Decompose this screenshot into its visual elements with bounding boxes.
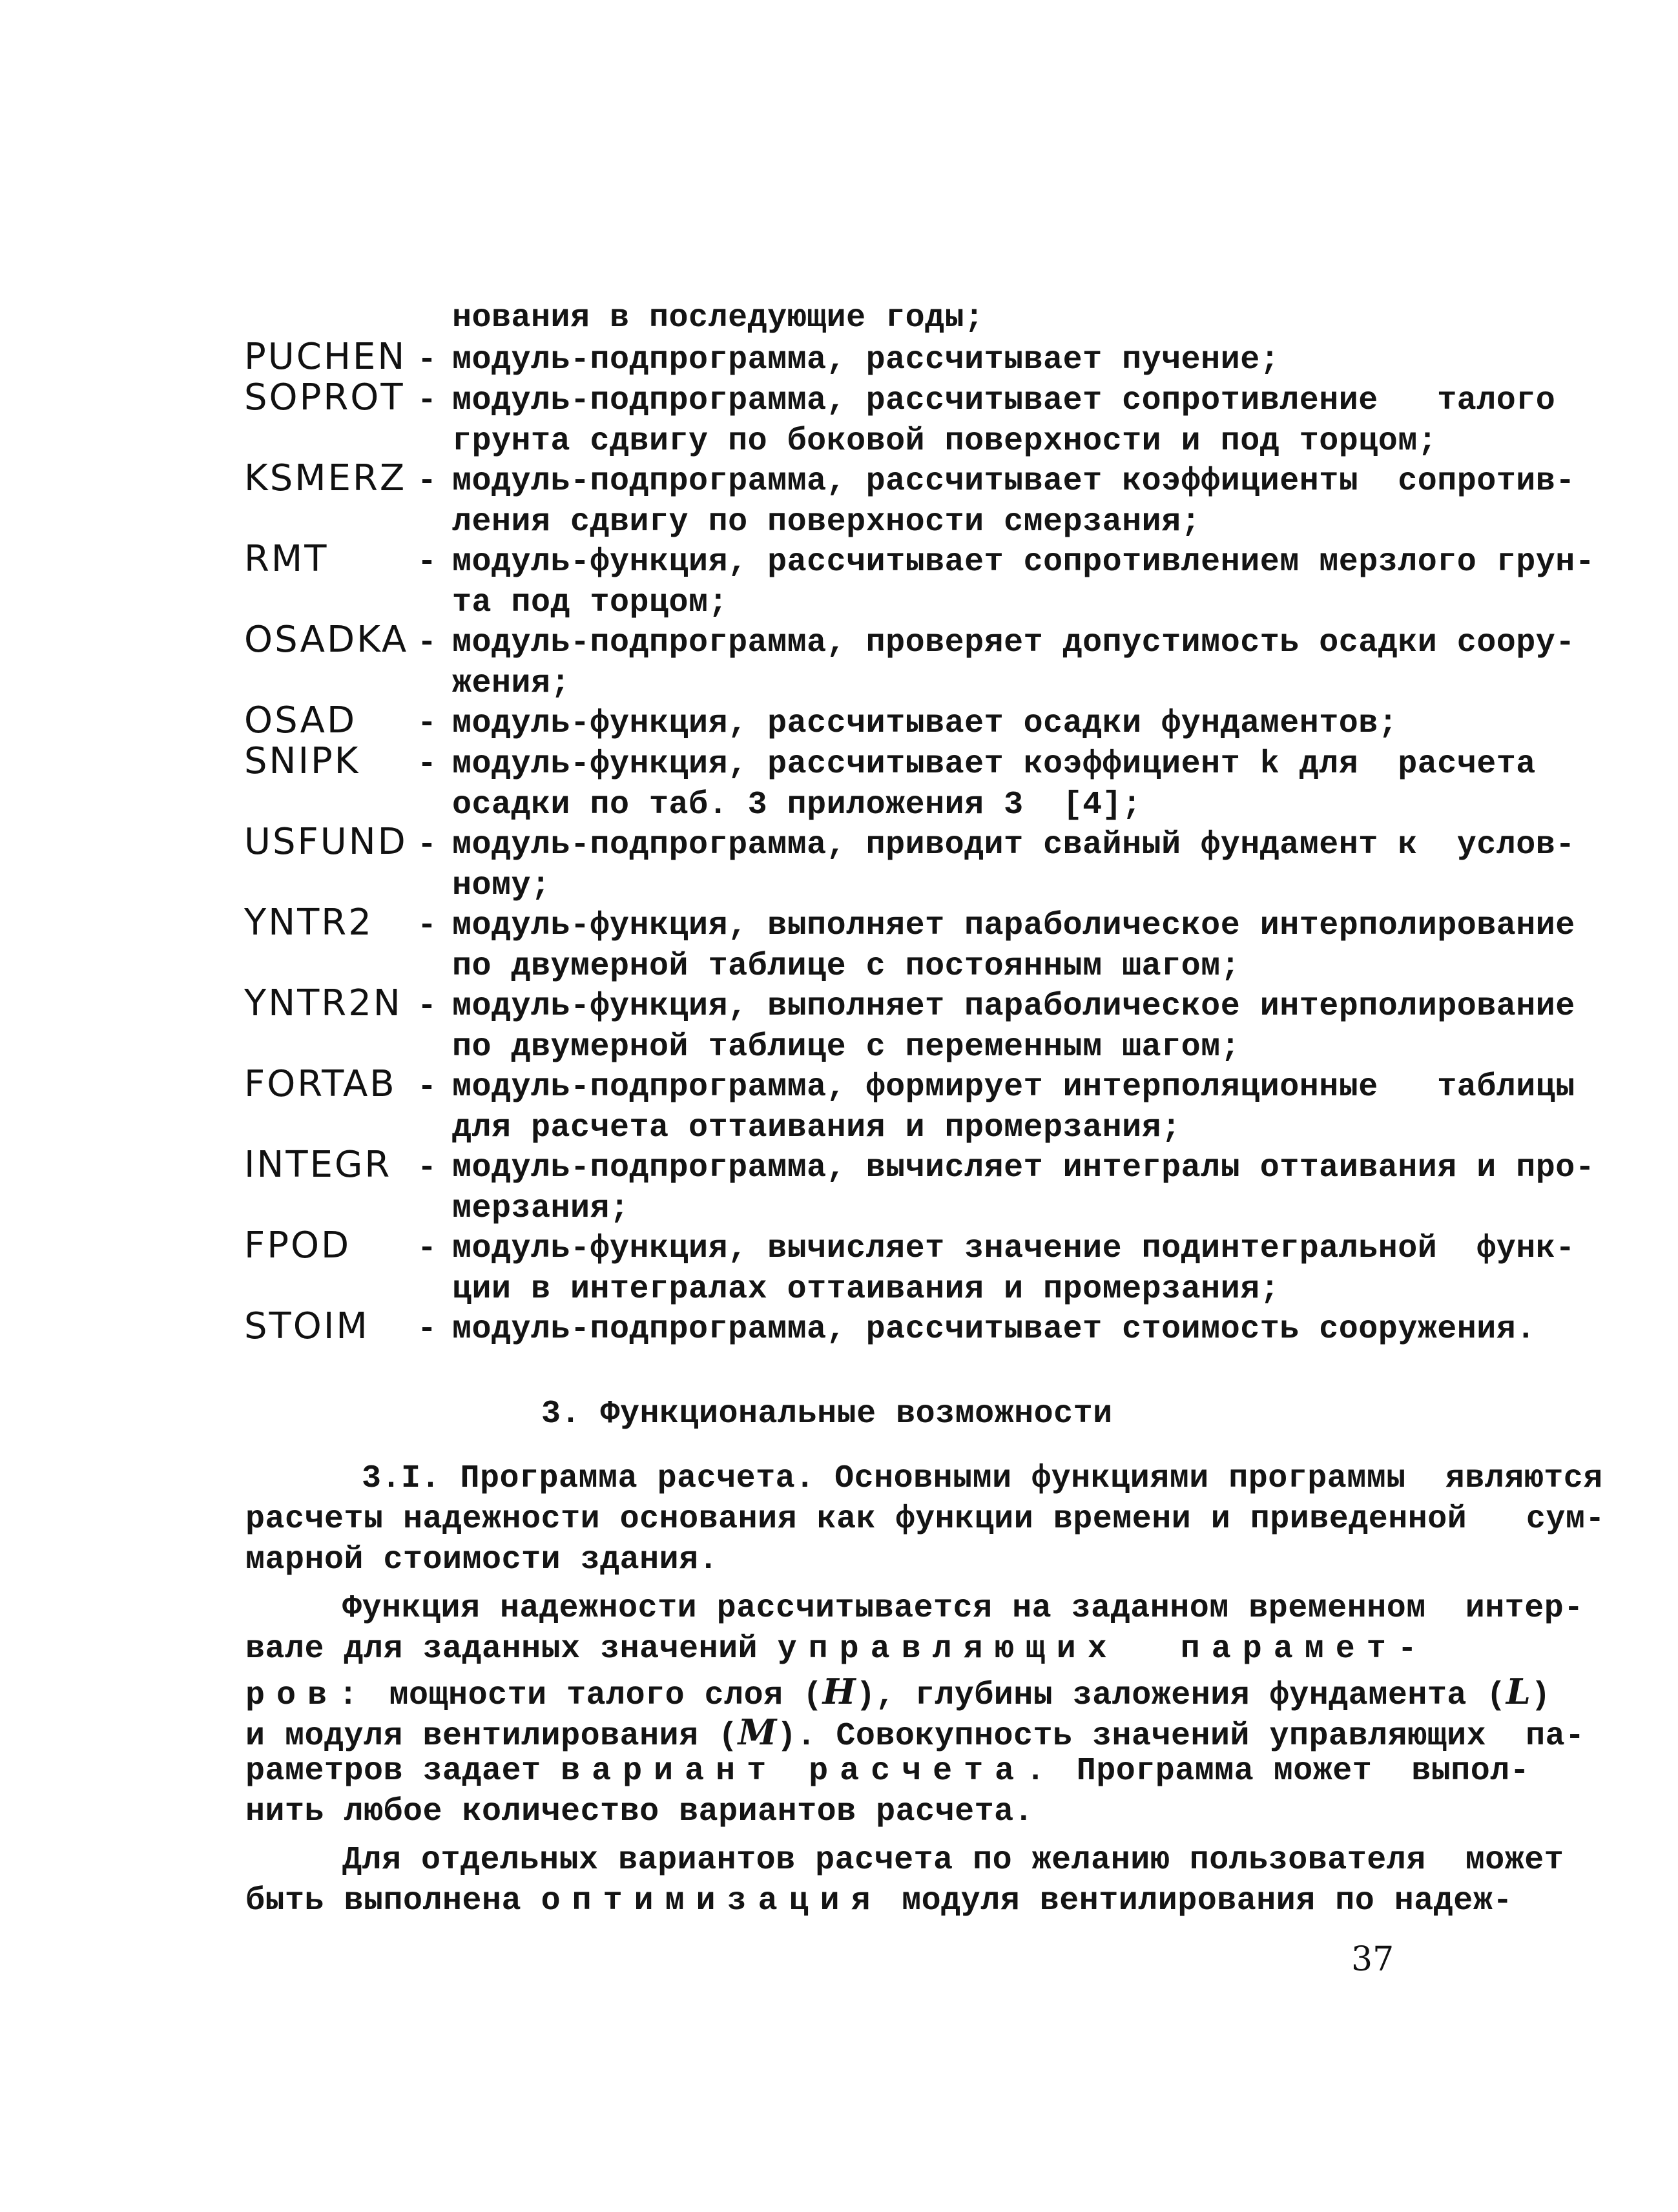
p2-line-4: и модуля вентилирования (M). Совокупность значений управляющих па- xyxy=(245,1711,1585,1755)
module-dash: - xyxy=(417,342,437,378)
module-code: YNTR2 xyxy=(244,902,373,944)
module-dash: - xyxy=(417,1230,437,1267)
module-description-line: модуль-подпрограмма, рассчитывает сопротивление талого xyxy=(452,382,1556,419)
module-description-line: осадки по таб. 3 приложения 3 [4]; xyxy=(452,787,1142,823)
continuation-line: нования в последующие годы; xyxy=(452,300,984,336)
module-description-line: жения; xyxy=(452,665,571,702)
module-code: SOPROT xyxy=(244,377,405,419)
module-description-line: та под торцом; xyxy=(452,584,729,621)
module-code: OSAD xyxy=(244,699,357,741)
symbol-m: M xyxy=(738,1711,777,1753)
module-description-line: ления сдвигу по поверхности смерзания; xyxy=(452,504,1201,541)
module-dash: - xyxy=(417,463,437,500)
module-code: YNTR2N xyxy=(244,982,402,1024)
module-dash: - xyxy=(417,1311,437,1348)
module-dash: - xyxy=(417,1150,437,1186)
module-code: KSMERZ xyxy=(244,457,407,499)
module-description-line: модуль-подпрограмма, проверяет допустимость осадки соору- xyxy=(452,625,1575,661)
module-code: FPOD xyxy=(244,1225,351,1266)
module-description-line: модуль-подпрограмма, рассчитывает стоимость сооружения. xyxy=(452,1311,1536,1348)
module-code: PUCHEN xyxy=(244,336,407,378)
module-dash: - xyxy=(417,827,437,863)
module-description-line: модуль-функция, рассчитывает коэффициент k для расчета xyxy=(452,746,1536,783)
module-description-line: ции в интегралах оттаивания и промерзания; xyxy=(452,1271,1280,1308)
module-description-line: модуль-подпрограмма, рассчитывает коэффициенты сопротив- xyxy=(452,463,1575,500)
module-dash: - xyxy=(417,705,437,742)
module-code: STOIM xyxy=(244,1305,369,1347)
page-number: 37 xyxy=(1351,1940,1394,1979)
p1-line-2: расчеты надежности основания как функции времени и приведенной сум- xyxy=(245,1501,1605,1538)
module-description-line: для расчета оттаивания и промерзания; xyxy=(452,1110,1181,1146)
module-description-line: ному; xyxy=(452,867,551,904)
p2-line-1: Функция надежности рассчитывается на заданном временном интер- xyxy=(342,1590,1584,1627)
p2-line-3: ров: мощности талого слоя (H), глубины заложения фундамента (L) xyxy=(245,1671,1551,1714)
symbol-h: H xyxy=(822,1671,856,1712)
module-code: USFUND xyxy=(244,821,408,863)
module-description-line: модуль-подпрограмма, приводит свайный фундамент к услов- xyxy=(452,827,1575,863)
module-description-line: грунта сдвигу по боковой поверхности и под торцом; xyxy=(452,423,1438,460)
module-dash: - xyxy=(417,544,437,581)
module-description-line: по двумерной таблице с переменным шагом; xyxy=(452,1029,1241,1066)
module-dash: - xyxy=(417,625,437,661)
p3-line-2: быть выполнена оптимизация модуля вентилирования по надеж- xyxy=(245,1883,1513,1919)
module-code: RMT xyxy=(244,538,329,580)
module-description-line: модуль-функция, вычисляет значение подинтегральной функ- xyxy=(452,1230,1575,1267)
p1-line-1: 3.I. Программа расчета. Основными функциями программы являются xyxy=(362,1460,1603,1497)
module-code: FORTAB xyxy=(244,1063,397,1105)
p2-line-2: вале для заданных значений управляющих парамет- xyxy=(245,1631,1429,1668)
module-code: SNIPK xyxy=(244,740,360,782)
module-description-line: модуль-функция, выполняет параболическое интерполирование xyxy=(452,988,1575,1025)
module-code: INTEGR xyxy=(244,1144,392,1186)
module-description-line: модуль-функция, рассчитывает сопротивлением мерзлого грун- xyxy=(452,544,1595,581)
module-description-line: модуль-подпрограмма, рассчитывает пучение; xyxy=(452,342,1280,378)
section-heading: 3. Функциональные возможности xyxy=(541,1396,1113,1432)
module-dash: - xyxy=(417,746,437,783)
module-description-line: модуль-функция, выполняет параболическое интерполирование xyxy=(452,907,1575,944)
module-description-line: модуль-подпрограмма, вычисляет интегралы оттаивания и про- xyxy=(452,1150,1595,1186)
module-dash: - xyxy=(417,988,437,1025)
module-code: OSADKA xyxy=(244,619,409,661)
module-dash: - xyxy=(417,382,437,419)
symbol-l: L xyxy=(1506,1671,1531,1712)
p1-line-3: марной стоимости здания. xyxy=(245,1542,719,1578)
module-dash: - xyxy=(417,1069,437,1106)
module-description-line: модуль-функция, рассчитывает осадки фундаментов; xyxy=(452,705,1398,742)
p3-line-1: Для отдельных вариантов расчета по желанию пользователя может xyxy=(342,1842,1564,1879)
module-description-line: мерзания; xyxy=(452,1190,630,1227)
p2-line-6: нить любое количество вариантов расчета. xyxy=(245,1793,1034,1830)
p2-line-5: раметров задает вариант расчета. Программа может выпол- xyxy=(245,1753,1530,1790)
module-description-line: модуль-подпрограмма, формирует интерполяционные таблицы xyxy=(452,1069,1575,1106)
module-description-line: по двумерной таблице с постоянным шагом; xyxy=(452,948,1241,985)
module-dash: - xyxy=(417,907,437,944)
